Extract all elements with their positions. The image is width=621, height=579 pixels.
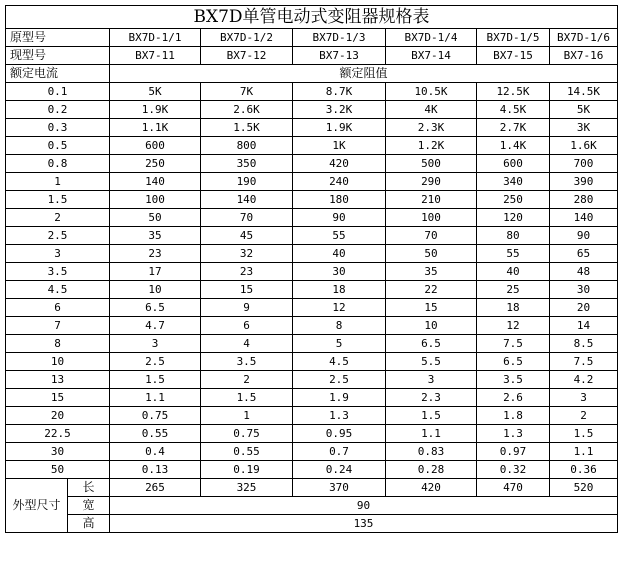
current-model-cell: BX7-14 — [386, 47, 477, 65]
rated-current-cell: 8 — [6, 335, 110, 353]
resistance-cell: 1.9K — [110, 101, 201, 119]
current-model-cell: BX7-13 — [293, 47, 386, 65]
table-row — [6, 371, 618, 389]
resistance-cell: 14.5K — [550, 83, 618, 101]
table-row — [6, 173, 618, 191]
resistance-cell: 240 — [293, 173, 386, 191]
resistance-cell: 700 — [550, 155, 618, 173]
width-value: 90 — [110, 497, 618, 515]
resistance-cell: 80 — [477, 227, 550, 245]
resistance-cell: 7K — [201, 83, 293, 101]
resistance-cell: 3 — [550, 389, 618, 407]
resistance-cell: 55 — [477, 245, 550, 263]
length-cell: 265 — [110, 479, 201, 497]
resistance-cell: 290 — [386, 173, 477, 191]
table-row — [6, 299, 618, 317]
resistance-cell: 3 — [110, 335, 201, 353]
resistance-cell: 0.7 — [293, 443, 386, 461]
dimension-row-width — [6, 497, 618, 515]
resistance-cell: 1.4K — [477, 137, 550, 155]
resistance-cell: 20 — [550, 299, 618, 317]
resistance-cell: 0.75 — [110, 407, 201, 425]
resistance-cell: 40 — [293, 245, 386, 263]
resistance-cell: 1.5 — [110, 371, 201, 389]
resistance-cell: 420 — [293, 155, 386, 173]
resistance-cell: 7.5 — [550, 353, 618, 371]
resistance-cell: 1.5 — [550, 425, 618, 443]
rated-current-cell: 15 — [6, 389, 110, 407]
resistance-cell: 5K — [550, 101, 618, 119]
resistance-cell: 2.3K — [386, 119, 477, 137]
rated-current-cell: 3 — [6, 245, 110, 263]
current-model-cell: BX7-16 — [550, 47, 618, 65]
length-cell: 470 — [477, 479, 550, 497]
resistance-cell: 22 — [386, 281, 477, 299]
current-model-cell: BX7-15 — [477, 47, 550, 65]
resistance-cell: 250 — [477, 191, 550, 209]
resistance-cell: 17 — [110, 263, 201, 281]
resistance-cell: 140 — [201, 191, 293, 209]
resistance-cell: 5.5 — [386, 353, 477, 371]
resistance-cell: 25 — [477, 281, 550, 299]
resistance-cell: 12 — [293, 299, 386, 317]
resistance-cell: 8 — [293, 317, 386, 335]
resistance-cell: 3.5 — [201, 353, 293, 371]
table-title: BX7D单管电动式变阻器规格表 — [6, 6, 618, 29]
width-label: 宽 — [68, 497, 110, 515]
resistance-cell: 8.5 — [550, 335, 618, 353]
table-row — [6, 317, 618, 335]
resistance-cell: 0.32 — [477, 461, 550, 479]
resistance-cell: 12 — [477, 317, 550, 335]
length-cell: 370 — [293, 479, 386, 497]
resistance-cell: 120 — [477, 209, 550, 227]
resistance-cell: 0.55 — [110, 425, 201, 443]
resistance-cell: 18 — [477, 299, 550, 317]
resistance-cell: 6.5 — [110, 299, 201, 317]
resistance-cell: 4.2 — [550, 371, 618, 389]
table-row — [6, 335, 618, 353]
table-row — [6, 119, 618, 137]
rated-current-cell: 20 — [6, 407, 110, 425]
resistance-cell: 140 — [550, 209, 618, 227]
resistance-cell: 190 — [201, 173, 293, 191]
table-row — [6, 191, 618, 209]
table-row — [6, 443, 618, 461]
rated-current-cell: 6 — [6, 299, 110, 317]
resistance-cell: 1.2K — [386, 137, 477, 155]
length-label: 长 — [68, 479, 110, 497]
rated-current-cell: 2 — [6, 209, 110, 227]
resistance-cell: 70 — [386, 227, 477, 245]
resistance-cell: 2.5 — [110, 353, 201, 371]
resistance-cell: 2.7K — [477, 119, 550, 137]
resistance-cell: 6 — [201, 317, 293, 335]
dimension-row-length — [6, 479, 618, 497]
dimension-row-height — [6, 515, 618, 533]
resistance-cell: 0.55 — [201, 443, 293, 461]
resistance-cell: 40 — [477, 263, 550, 281]
resistance-cell: 10 — [110, 281, 201, 299]
resistance-cell: 1.1K — [110, 119, 201, 137]
original-model-cell: BX7D-1/6 — [550, 29, 618, 47]
resistance-cell: 2.3 — [386, 389, 477, 407]
resistance-cell: 15 — [386, 299, 477, 317]
resistance-cell: 5 — [293, 335, 386, 353]
rated-current-cell: 30 — [6, 443, 110, 461]
original-model-cell: BX7D-1/2 — [201, 29, 293, 47]
resistance-cell: 48 — [550, 263, 618, 281]
resistance-cell: 1.5 — [386, 407, 477, 425]
resistance-cell: 0.36 — [550, 461, 618, 479]
rated-current-cell: 0.1 — [6, 83, 110, 101]
height-value: 135 — [110, 515, 618, 533]
resistance-cell: 390 — [550, 173, 618, 191]
resistance-cell: 800 — [201, 137, 293, 155]
rated-current-cell: 22.5 — [6, 425, 110, 443]
resistance-cell: 23 — [201, 263, 293, 281]
resistance-cell: 15 — [201, 281, 293, 299]
resistance-cell: 55 — [293, 227, 386, 245]
spec-table-container — [5, 5, 618, 533]
resistance-cell: 35 — [110, 227, 201, 245]
rated-current-cell: 1.5 — [6, 191, 110, 209]
resistance-cell: 0.24 — [293, 461, 386, 479]
resistance-cell: 8.7K — [293, 83, 386, 101]
spec-table — [5, 5, 618, 533]
resistance-cell: 250 — [110, 155, 201, 173]
table-row — [6, 389, 618, 407]
resistance-cell: 180 — [293, 191, 386, 209]
length-cell: 325 — [201, 479, 293, 497]
resistance-cell: 100 — [386, 209, 477, 227]
resistance-cell: 0.75 — [201, 425, 293, 443]
resistance-cell: 1.1 — [550, 443, 618, 461]
table-row — [6, 425, 618, 443]
resistance-cell: 0.19 — [201, 461, 293, 479]
rated-current-cell: 10 — [6, 353, 110, 371]
resistance-cell: 1.5K — [201, 119, 293, 137]
resistance-cell: 2 — [201, 371, 293, 389]
current-model-cell: BX7-12 — [201, 47, 293, 65]
resistance-cell: 3 — [386, 371, 477, 389]
resistance-cell: 50 — [386, 245, 477, 263]
resistance-cell: 1.1 — [110, 389, 201, 407]
resistance-cell: 90 — [550, 227, 618, 245]
resistance-cell: 5K — [110, 83, 201, 101]
table-row — [6, 281, 618, 299]
table-row — [6, 353, 618, 371]
resistance-cell: 70 — [201, 209, 293, 227]
resistance-cell: 30 — [293, 263, 386, 281]
rated-current-cell: 2.5 — [6, 227, 110, 245]
rated-current-cell: 0.2 — [6, 101, 110, 119]
rated-current-cell: 7 — [6, 317, 110, 335]
resistance-cell: 500 — [386, 155, 477, 173]
resistance-cell: 1.6K — [550, 137, 618, 155]
resistance-cell: 1.3 — [477, 425, 550, 443]
resistance-cell: 32 — [201, 245, 293, 263]
resistance-cell: 0.83 — [386, 443, 477, 461]
resistance-cell: 2.5 — [293, 371, 386, 389]
original-model-cell: BX7D-1/3 — [293, 29, 386, 47]
table-row — [6, 461, 618, 479]
resistance-cell: 210 — [386, 191, 477, 209]
original-model-cell: BX7D-1/5 — [477, 29, 550, 47]
rated-current-cell: 3.5 — [6, 263, 110, 281]
resistance-cell: 140 — [110, 173, 201, 191]
resistance-cell: 0.4 — [110, 443, 201, 461]
table-row — [6, 227, 618, 245]
current-model-label: 现型号 — [6, 47, 110, 65]
resistance-cell: 350 — [201, 155, 293, 173]
rated-current-cell: 0.3 — [6, 119, 110, 137]
height-label: 高 — [68, 515, 110, 533]
resistance-cell: 10 — [386, 317, 477, 335]
resistance-cell: 280 — [550, 191, 618, 209]
resistance-cell: 10.5K — [386, 83, 477, 101]
resistance-cell: 9 — [201, 299, 293, 317]
resistance-cell: 1.1 — [386, 425, 477, 443]
rated-current-label: 额定电流 — [6, 65, 110, 83]
resistance-cell: 0.13 — [110, 461, 201, 479]
resistance-cell: 1.5 — [201, 389, 293, 407]
original-model-label: 原型号 — [6, 29, 110, 47]
resistance-cell: 1.8 — [477, 407, 550, 425]
resistance-cell: 100 — [110, 191, 201, 209]
resistance-cell: 12.5K — [477, 83, 550, 101]
rated-current-cell: 1 — [6, 173, 110, 191]
table-row — [6, 407, 618, 425]
resistance-cell: 7.5 — [477, 335, 550, 353]
resistance-cell: 4K — [386, 101, 477, 119]
resistance-cell: 0.95 — [293, 425, 386, 443]
resistance-cell: 3K — [550, 119, 618, 137]
current-model-cell: BX7-11 — [110, 47, 201, 65]
rated-resistance-label: 额定阻值 — [110, 65, 618, 83]
length-cell: 420 — [386, 479, 477, 497]
resistance-cell: 3.2K — [293, 101, 386, 119]
resistance-cell: 600 — [110, 137, 201, 155]
table-row — [6, 209, 618, 227]
table-row — [6, 263, 618, 281]
resistance-cell: 14 — [550, 317, 618, 335]
resistance-cell: 1.9 — [293, 389, 386, 407]
resistance-cell: 0.97 — [477, 443, 550, 461]
resistance-cell: 6.5 — [477, 353, 550, 371]
resistance-cell: 1.3 — [293, 407, 386, 425]
rated-current-cell: 50 — [6, 461, 110, 479]
resistance-cell: 2.6K — [201, 101, 293, 119]
table-row — [6, 83, 618, 101]
dimensions-label: 外型尺寸 — [6, 479, 68, 533]
rated-current-cell: 0.5 — [6, 137, 110, 155]
resistance-cell: 18 — [293, 281, 386, 299]
resistance-cell: 0.28 — [386, 461, 477, 479]
resistance-cell: 65 — [550, 245, 618, 263]
rated-current-cell: 0.8 — [6, 155, 110, 173]
resistance-cell: 1K — [293, 137, 386, 155]
resistance-cell: 23 — [110, 245, 201, 263]
table-row — [6, 245, 618, 263]
resistance-cell: 2.6 — [477, 389, 550, 407]
resistance-cell: 2 — [550, 407, 618, 425]
resistance-cell: 45 — [201, 227, 293, 245]
resistance-cell: 30 — [550, 281, 618, 299]
resistance-cell: 35 — [386, 263, 477, 281]
resistance-cell: 1 — [201, 407, 293, 425]
rated-current-cell: 13 — [6, 371, 110, 389]
table-row — [6, 137, 618, 155]
resistance-cell: 4.7 — [110, 317, 201, 335]
resistance-cell: 4 — [201, 335, 293, 353]
resistance-cell: 1.9K — [293, 119, 386, 137]
resistance-cell: 6.5 — [386, 335, 477, 353]
resistance-cell: 90 — [293, 209, 386, 227]
rated-current-cell: 4.5 — [6, 281, 110, 299]
original-model-cell: BX7D-1/1 — [110, 29, 201, 47]
resistance-cell: 4.5 — [293, 353, 386, 371]
original-model-cell: BX7D-1/4 — [386, 29, 477, 47]
resistance-cell: 4.5K — [477, 101, 550, 119]
resistance-cell: 600 — [477, 155, 550, 173]
table-row — [6, 101, 618, 119]
resistance-cell: 340 — [477, 173, 550, 191]
resistance-cell: 50 — [110, 209, 201, 227]
resistance-cell: 3.5 — [477, 371, 550, 389]
table-row — [6, 155, 618, 173]
length-cell: 520 — [550, 479, 618, 497]
